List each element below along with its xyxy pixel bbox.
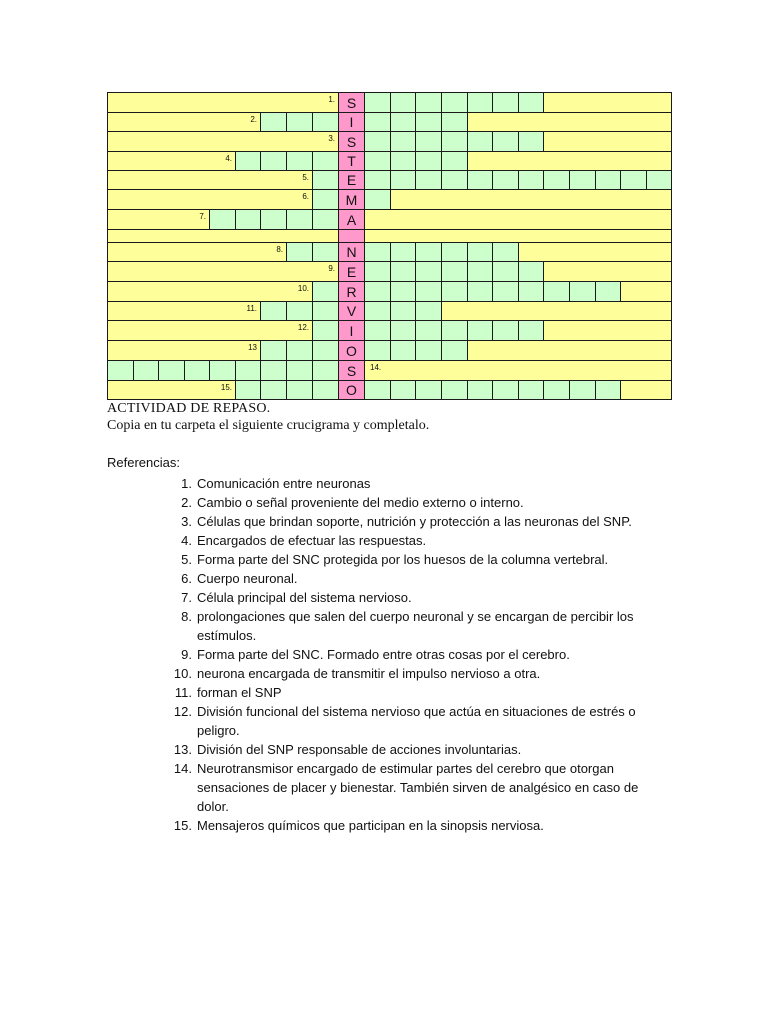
clue-number: 4. [107, 151, 236, 171]
clue-list [170, 474, 670, 835]
answer-cell [595, 170, 621, 190]
clue-item [170, 740, 670, 759]
clue-item [170, 664, 670, 683]
answer-cell [569, 170, 596, 190]
clue-item-text: neurona encargada de transmitir el impulso nervioso a otra. [197, 666, 541, 681]
activity-instruction: Copia en tu carpeta el siguiente crucigrama y completalo. [107, 418, 430, 433]
clue-item-text: Células que brindan soporte, nutrición y protección a las neuronas del SNP. [197, 514, 632, 529]
answer-cell [646, 170, 672, 190]
clue-item-number: 12. [173, 704, 192, 719]
answer-cell [595, 380, 621, 400]
clue-item-number: 14. [173, 761, 192, 776]
answer-cell [312, 281, 339, 302]
answer-cell [312, 112, 339, 132]
answer-cell [286, 242, 313, 262]
answer-cell [518, 261, 544, 282]
answer-cell [107, 360, 134, 381]
clue-number: 9. [107, 261, 339, 282]
answer-cell [235, 380, 261, 400]
clue-number: 15. [107, 380, 236, 400]
answer-cell [518, 320, 544, 341]
clue-number: 5. [107, 170, 313, 190]
answer-cell [364, 151, 391, 171]
clue-item-text: Comunicación entre neuronas [197, 476, 371, 491]
answer-cell [364, 92, 391, 113]
clue-item-text: División funcional del sistema nervioso que actúa en situaciones de estrés o peligro. [197, 704, 636, 738]
grid-filler [620, 281, 672, 302]
clue-item [170, 531, 670, 550]
answer-cell [390, 301, 416, 321]
clue-number: 8. [107, 242, 287, 262]
answer-cell [415, 151, 442, 171]
answer-cell [543, 170, 570, 190]
answer-cell [364, 170, 391, 190]
answer-cell [312, 209, 339, 230]
clue-item [170, 550, 670, 569]
answer-cell [312, 320, 339, 341]
clue-item [170, 607, 670, 645]
clue-item [170, 474, 670, 493]
answer-cell [286, 360, 313, 381]
answer-cell [415, 301, 442, 321]
clue-item-number: 15. [173, 818, 192, 833]
answer-cell [467, 281, 493, 302]
clue-number: 7. [107, 209, 210, 230]
answer-cell [235, 209, 261, 230]
answer-cell [543, 380, 570, 400]
clue-item-number: 11. [174, 685, 192, 700]
answer-cell [441, 170, 468, 190]
answer-cell [492, 92, 519, 113]
answer-cell [415, 261, 442, 282]
answer-cell [441, 242, 468, 262]
answer-cell [543, 281, 570, 302]
vertical-word-letter: O [338, 380, 365, 400]
answer-cell [364, 131, 391, 152]
answer-cell [492, 261, 519, 282]
clue-number: 12. [107, 320, 313, 341]
clue-item [170, 588, 670, 607]
answer-cell [518, 380, 544, 400]
answer-cell [364, 189, 391, 210]
clue-item [170, 816, 670, 835]
answer-cell [492, 320, 519, 341]
grid-filler [467, 340, 672, 361]
clue-item [170, 645, 670, 664]
answer-cell [390, 242, 416, 262]
answer-cell [312, 360, 339, 381]
answer-cell [286, 112, 313, 132]
clue-item-text: Cuerpo neuronal. [197, 571, 298, 586]
answer-cell [492, 281, 519, 302]
answer-cell [158, 360, 185, 381]
answer-cell [364, 380, 391, 400]
answer-cell [492, 242, 519, 262]
clue-item-text: Forma parte del SNC protegida por los huesos de la columna vertebral. [197, 552, 609, 567]
answer-cell [390, 320, 416, 341]
answer-cell [441, 92, 468, 113]
clue-number: 13 [107, 340, 261, 361]
vertical-word-letter: M [338, 189, 365, 210]
answer-cell [441, 281, 468, 302]
answer-cell [312, 380, 339, 400]
clue-item [170, 759, 670, 816]
vertical-word-letter: E [338, 170, 365, 190]
clue-item-text: forman el SNP [197, 685, 282, 700]
vertical-word-letter: T [338, 151, 365, 171]
grid-filler [620, 380, 672, 400]
answer-cell [467, 131, 493, 152]
answer-cell [286, 151, 313, 171]
answer-cell [569, 281, 596, 302]
answer-cell [620, 170, 647, 190]
answer-cell [518, 281, 544, 302]
answer-cell [415, 281, 442, 302]
clue-number: 14. [364, 360, 672, 381]
answer-cell [364, 320, 391, 341]
clue-item-number: 10. [173, 666, 192, 681]
answer-cell [312, 170, 339, 190]
activity-title: ACTIVIDAD DE REPASO. [107, 401, 271, 416]
clue-item-number: 7. [181, 590, 192, 605]
grid-spacer-letter [338, 229, 365, 243]
answer-cell [441, 320, 468, 341]
clue-item-number: 2. [181, 495, 192, 510]
answer-cell [364, 261, 391, 282]
grid-filler [518, 242, 672, 262]
vertical-word-letter: A [338, 209, 365, 230]
answer-cell [441, 112, 468, 132]
answer-cell [441, 340, 468, 361]
answer-cell [492, 131, 519, 152]
answer-cell [467, 170, 493, 190]
answer-cell [415, 131, 442, 152]
answer-cell [260, 151, 287, 171]
answer-cell [415, 320, 442, 341]
grid-filler [441, 301, 672, 321]
vertical-word-letter: R [338, 281, 365, 302]
clue-number: 1. [107, 92, 339, 113]
answer-cell [286, 340, 313, 361]
clue-item-number: 1. [181, 476, 192, 491]
answer-cell [390, 131, 416, 152]
answer-cell [467, 242, 493, 262]
answer-cell [441, 131, 468, 152]
grid-filler [467, 112, 672, 132]
answer-cell [390, 380, 416, 400]
vertical-word-letter: N [338, 242, 365, 262]
answer-cell [415, 92, 442, 113]
answer-cell [286, 380, 313, 400]
answer-cell [441, 261, 468, 282]
references-heading: Referencias: [107, 455, 180, 470]
answer-cell [441, 380, 468, 400]
answer-cell [390, 281, 416, 302]
answer-cell [260, 301, 287, 321]
answer-cell [312, 340, 339, 361]
answer-cell [595, 281, 621, 302]
clue-item [170, 512, 670, 531]
answer-cell [260, 209, 287, 230]
clue-item [170, 569, 670, 588]
grid-spacer [364, 229, 672, 243]
vertical-word-letter: E [338, 261, 365, 282]
answer-cell [518, 131, 544, 152]
clue-number: 11. [107, 301, 261, 321]
vertical-word-letter: S [338, 131, 365, 152]
answer-cell [390, 261, 416, 282]
answer-cell [390, 151, 416, 171]
answer-cell [390, 92, 416, 113]
answer-cell [415, 112, 442, 132]
answer-cell [467, 92, 493, 113]
clue-number: 6. [107, 189, 313, 210]
clue-item [170, 702, 670, 740]
vertical-word-letter: I [338, 320, 365, 341]
answer-cell [312, 151, 339, 171]
answer-cell [286, 301, 313, 321]
vertical-word-letter: O [338, 340, 365, 361]
answer-cell [415, 170, 442, 190]
answer-cell [467, 320, 493, 341]
clue-item-number: 4. [181, 533, 192, 548]
answer-cell [415, 380, 442, 400]
clue-number: 3. [107, 131, 339, 152]
clue-number: 10. [107, 281, 313, 302]
clue-item-text: Mensajeros químicos que participan en la sinopsis nerviosa. [197, 818, 544, 833]
grid-filler [543, 261, 672, 282]
answer-cell [364, 112, 391, 132]
answer-cell [312, 242, 339, 262]
answer-cell [260, 360, 287, 381]
grid-filler [543, 131, 672, 152]
answer-cell [364, 242, 391, 262]
answer-cell [492, 380, 519, 400]
grid-filler [543, 320, 672, 341]
answer-cell [364, 281, 391, 302]
grid-filler [467, 151, 672, 171]
answer-cell [235, 360, 261, 381]
clue-item-text: Encargados de efectuar las respuestas. [197, 533, 427, 548]
answer-cell [364, 301, 391, 321]
clue-item-text: Célula principal del sistema nervioso. [197, 590, 412, 605]
answer-cell [260, 380, 287, 400]
clue-item-number: 9. [181, 647, 192, 662]
answer-cell [209, 209, 236, 230]
vertical-word-letter: V [338, 301, 365, 321]
answer-cell [235, 151, 261, 171]
answer-cell [467, 380, 493, 400]
answer-cell [569, 380, 596, 400]
clue-item-text: División del SNP responsable de acciones involuntarias. [197, 742, 522, 757]
answer-cell [184, 360, 210, 381]
answer-cell [492, 170, 519, 190]
answer-cell [390, 170, 416, 190]
clue-item-number: 13. [173, 742, 192, 757]
clue-item-text: Cambio o señal proveniente del medio externo o interno. [197, 495, 524, 510]
answer-cell [260, 112, 287, 132]
clue-item-text: Forma parte del SNC. Formado entre otras cosas por el cerebro. [197, 647, 570, 662]
answer-cell [364, 340, 391, 361]
clue-item [170, 683, 670, 702]
answer-cell [518, 92, 544, 113]
answer-cell [312, 189, 339, 210]
answer-cell [415, 242, 442, 262]
clue-item-text: Neurotransmisor encargado de estimular partes del cerebro que otorgan sensaciones de placer y bienestar. También sirven de analgésico en caso de dolor. [197, 761, 639, 814]
vertical-word-letter: S [338, 360, 365, 381]
clue-number: 2. [107, 112, 261, 132]
answer-cell [467, 261, 493, 282]
grid-filler [390, 189, 672, 210]
answer-cell [286, 209, 313, 230]
clue-item-number: 6. [181, 571, 192, 586]
clue-item-number: 5. [181, 552, 192, 567]
answer-cell [415, 340, 442, 361]
answer-cell [260, 340, 287, 361]
answer-cell [390, 340, 416, 361]
clue-item-number: 3. [181, 514, 192, 529]
answer-cell [312, 301, 339, 321]
vertical-word-letter: I [338, 112, 365, 132]
clue-item-number: 8. [181, 609, 192, 624]
answer-cell [209, 360, 236, 381]
answer-cell [390, 112, 416, 132]
answer-cell [518, 170, 544, 190]
vertical-word-letter: S [338, 92, 365, 113]
clue-item [170, 493, 670, 512]
answer-cell [441, 151, 468, 171]
grid-filler [543, 92, 672, 113]
answer-cell [133, 360, 159, 381]
clue-item-text: prolongaciones que salen del cuerpo neuronal y se encargan de percibir los estímulos. [197, 609, 634, 643]
grid-spacer [107, 229, 339, 243]
grid-filler [364, 209, 672, 230]
